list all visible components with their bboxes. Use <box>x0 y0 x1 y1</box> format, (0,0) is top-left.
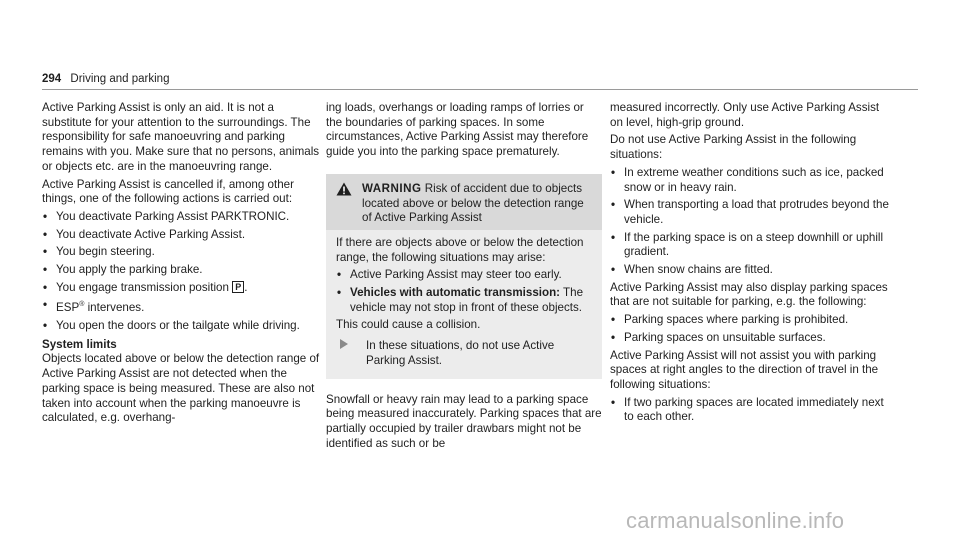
unsuitable-spaces-list <box>610 313 890 345</box>
list-item-text: You engage transmission position <box>56 280 229 294</box>
action-step <box>336 339 592 368</box>
column-1 <box>42 101 322 429</box>
warning-title-text: Risk of accident due to objects located above or below the detection range of Active Parking Assist <box>362 181 584 225</box>
paragraph: Snowfall or heavy rain may lead to a parking space being measured inaccurately. Parking spaces that are partially occupied by trailer drawbars might not be identified as such or be <box>326 392 602 450</box>
list-item: • In extreme weather conditions such as ice, packed snow or in heavy rain. <box>610 166 890 195</box>
list-item-text: The vehicle may not stop in front of these objects. <box>350 286 584 314</box>
do-not-use-list <box>610 166 890 278</box>
list-item-text: . <box>244 280 248 294</box>
header-divider <box>42 89 918 90</box>
warning-box <box>326 174 602 379</box>
list-item-bold: Vehicles with automatic transmission: <box>350 286 561 300</box>
right-angle-list <box>610 396 890 425</box>
list-item: • When snow chains are fitted. <box>610 263 890 278</box>
paragraph: measured incorrectly. Only use Active Parking Assist on level, high-grip ground. <box>610 101 880 129</box>
warning-triangle-icon <box>336 182 362 226</box>
warning-title <box>362 182 592 226</box>
warning-body <box>326 230 602 379</box>
list-item <box>336 286 592 315</box>
paragraph: Do not use Active Parking Assist in the following situations: <box>610 133 857 162</box>
page-number: 294 <box>42 73 62 85</box>
paragraph: ing loads, overhangs or loading ramps of lorries or the boundaries of parking spaces. In some circumstances, Active Parking Assist may therefore guide you into the parking space prematurely. <box>326 101 589 159</box>
list-item: • Active Parking Assist may steer too early. <box>336 268 592 283</box>
paragraph: Active Parking Assist will not assist you with parking spaces at right angles to the direction of travel in the following situations: <box>610 348 879 391</box>
warning-header <box>326 174 602 230</box>
list-item-text: intervenes. <box>84 301 145 315</box>
list-item: • You deactivate Parking Assist PARKTRONIC. <box>42 210 322 225</box>
column-3 <box>610 101 890 428</box>
list-item: • Parking spaces on unsuitable surfaces. <box>610 331 890 346</box>
warning-label: WARNING <box>362 181 422 195</box>
list-item: • You apply the parking brake. <box>42 263 322 278</box>
section-title: Driving and parking <box>70 73 170 85</box>
list-item: • You deactivate Active Parking Assist. <box>42 228 322 243</box>
watermark: carmanualsonline.info <box>626 508 845 533</box>
arrow-right-icon <box>336 339 366 368</box>
list-item: • If the parking space is on a steep downhill or uphill gradient. <box>610 231 890 260</box>
paragraph: Active Parking Assist may also display parking spaces that are not suitable for parking, e.g. the following: <box>610 280 888 309</box>
page-header <box>42 73 169 85</box>
list-item: • You begin steering. <box>42 245 322 260</box>
list-item <box>42 298 322 316</box>
list-item: • Parking spaces where parking is prohibited. <box>610 313 890 328</box>
section-heading: System limits <box>42 337 117 351</box>
warning-list <box>336 268 592 315</box>
paragraph: This could cause a collision. <box>336 318 481 332</box>
paragraph: If there are objects above or below the detection range, the following situations may arise: <box>336 235 584 264</box>
list-item: • If two parking spaces are located immediately next to each other. <box>610 396 890 425</box>
list-item: • When transporting a load that protrudes beyond the vehicle. <box>610 198 890 227</box>
gear-p-icon: P <box>232 281 244 293</box>
action-text: In these situations, do not use Active Parking Assist. <box>366 339 555 367</box>
list-item: • You open the doors or the tailgate while driving. <box>42 319 322 334</box>
registered-mark: ® <box>79 301 85 309</box>
paragraph: Active Parking Assist is only an aid. It is not a substitute for your attention to the surroundings. The responsibility for safe manoeuvring and parking remains with you. Make sure that no persons, animals or objects etc. are in the manoeuvring range. <box>42 101 320 173</box>
list-item <box>42 281 322 296</box>
paragraph: Active Parking Assist is cancelled if, among other things, one of the following actions is carried out: <box>42 177 294 206</box>
column-2 <box>326 101 602 454</box>
cancel-conditions-list <box>42 210 322 334</box>
list-item-text: ESP <box>56 301 80 315</box>
paragraph: Objects located above or below the detection range of Active Parking Assist are not detected when the parking space is being measured. These are also not taken into account when the parking manoeuvre is calculated, e.g. overhang- <box>42 352 320 425</box>
